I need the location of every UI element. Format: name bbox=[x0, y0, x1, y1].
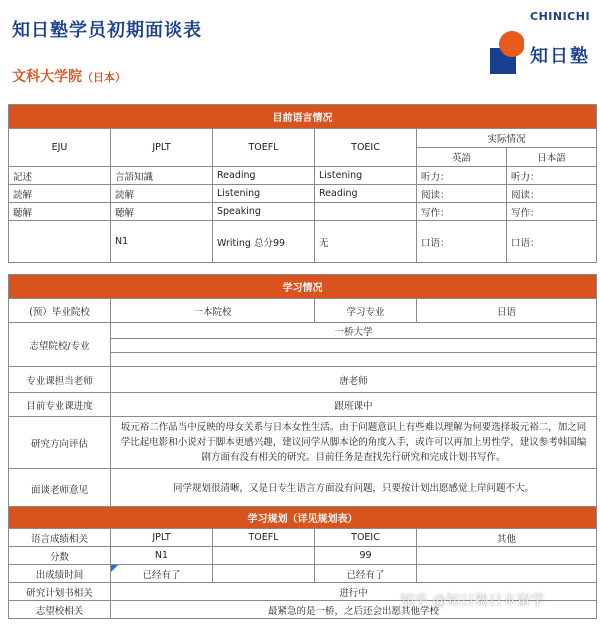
plan-header-toefl: TOEFL bbox=[213, 529, 315, 547]
school-type-label: 文科大学院 bbox=[12, 69, 82, 85]
language-row bbox=[9, 167, 597, 185]
zhihu-watermark: 知乎 @知日塾日本留学 bbox=[400, 593, 545, 609]
progress-value: 跟班课中 bbox=[111, 393, 597, 417]
major-value: 日语 bbox=[417, 299, 597, 323]
research-value: 坂元裕二作品当中反映的母女关系与日本女性生活。由于问题意识上有些难以理解为何要选择坂元裕二，加之同学比起电影和小说对于脚本更感兴趣，建议同学从脚本论的角度入手，或许可以再加上男性学，建议参考韩国编剧方面有没有相关的研究。目前任务是查找先行研究和完成计划书写作。 bbox=[111, 417, 597, 469]
graduation-row bbox=[9, 299, 597, 323]
page-title: 知日塾学员初期面谈表 bbox=[12, 20, 202, 41]
study-section-title: 学习情况 bbox=[9, 275, 597, 299]
table-cell: 口语： bbox=[417, 221, 507, 263]
table-cell: 言語知識 bbox=[111, 167, 213, 185]
opinion-value: 同学规划很清晰，又是日专生语言方面没有问题，只要按计划出愿感觉上岸问题不大。 bbox=[111, 469, 597, 509]
score-toefl bbox=[213, 547, 315, 565]
language-row bbox=[9, 185, 597, 203]
teacher-value: 唐老师 bbox=[111, 367, 597, 393]
teacher-label: 专业课担当老师 bbox=[9, 367, 111, 393]
header-jplt: JPLT bbox=[111, 129, 213, 167]
table-cell: Listening bbox=[315, 167, 417, 185]
graduation-label: (预）毕业院校 bbox=[9, 299, 111, 323]
score-row bbox=[9, 547, 597, 565]
table-cell bbox=[315, 203, 417, 221]
table-cell: 聴解 bbox=[9, 203, 111, 221]
plan-header-row bbox=[9, 529, 597, 547]
language-section-header bbox=[9, 105, 597, 129]
table-cell: 口语： bbox=[507, 221, 597, 263]
table-cell: Reading bbox=[315, 185, 417, 203]
table-cell: 听力： bbox=[507, 167, 597, 185]
result-time-label: 出成绩时间 bbox=[9, 565, 111, 583]
opinion-row bbox=[9, 469, 597, 509]
result-time-toefl bbox=[213, 565, 315, 583]
language-section-title: 目前语言情况 bbox=[9, 105, 597, 129]
logo-english-text: CHINICHI bbox=[530, 10, 591, 23]
target-plan-label: 志望校相关 bbox=[9, 601, 111, 619]
document-header bbox=[0, 0, 600, 100]
score-jplt: N1 bbox=[111, 547, 213, 565]
study-table bbox=[8, 274, 597, 509]
research-plan-value: 进行中 bbox=[111, 583, 597, 601]
chinichi-logo bbox=[490, 10, 590, 90]
score-other bbox=[417, 547, 597, 565]
table-cell bbox=[111, 353, 597, 367]
language-row bbox=[9, 203, 597, 221]
table-cell bbox=[9, 221, 111, 263]
major-label: 学习专业 bbox=[315, 299, 417, 323]
study-section-header bbox=[9, 275, 597, 299]
table-cell: 読解 bbox=[9, 185, 111, 203]
opinion-label: 面谈老师意见 bbox=[9, 469, 111, 509]
result-time-row bbox=[9, 565, 597, 583]
language-row bbox=[9, 221, 597, 263]
plan-section-header bbox=[9, 507, 597, 529]
language-table bbox=[8, 104, 597, 263]
school-type bbox=[12, 66, 126, 86]
score-label: 分数 bbox=[9, 547, 111, 565]
header-toeic: TOEIC bbox=[315, 129, 417, 167]
teacher-row bbox=[9, 367, 597, 393]
table-cell: Reading bbox=[213, 167, 315, 185]
result-time-other bbox=[417, 565, 597, 583]
table-cell: Writing 总分99 bbox=[213, 221, 315, 263]
table-cell: N1 bbox=[111, 221, 213, 263]
table-cell: 阅读： bbox=[507, 185, 597, 203]
table-cell: 聴解 bbox=[111, 203, 213, 221]
plan-header-toeic: TOEIC bbox=[315, 529, 417, 547]
progress-label: 目前专业课进度 bbox=[9, 393, 111, 417]
table-cell: Listening bbox=[213, 185, 315, 203]
logo-japanese-text: 知日塾 bbox=[530, 46, 590, 67]
plan-header-jplt: JPLT bbox=[111, 529, 213, 547]
target-plan-value: 最紧急的是一桥，之后还会出愿其他学校 bbox=[111, 601, 597, 619]
table-cell: 写作： bbox=[417, 203, 507, 221]
table-cell: Speaking bbox=[213, 203, 315, 221]
header-japanese: 日本語 bbox=[507, 148, 597, 167]
target-school-value: 一桥大学 bbox=[111, 323, 597, 339]
research-row bbox=[9, 417, 597, 469]
score-toeic: 99 bbox=[315, 547, 417, 565]
school-country-note: （日本） bbox=[82, 71, 126, 84]
header-actual: 实际情况 bbox=[417, 129, 597, 148]
result-time-jplt: 已经有了 bbox=[111, 565, 213, 583]
graduation-value: 一本院校 bbox=[111, 299, 315, 323]
table-cell bbox=[111, 339, 597, 353]
table-cell: 无 bbox=[315, 221, 417, 263]
table-cell: 听力： bbox=[417, 167, 507, 185]
plan-header-category: 语言成绩相关 bbox=[9, 529, 111, 547]
target-school-row bbox=[9, 323, 597, 339]
table-cell: 写作： bbox=[507, 203, 597, 221]
language-header-row bbox=[9, 129, 597, 148]
table-cell: 読解 bbox=[111, 185, 213, 203]
research-plan-label: 研究计划书相关 bbox=[9, 583, 111, 601]
header-toefl: TOEFL bbox=[213, 129, 315, 167]
table-cell: 阅读： bbox=[417, 185, 507, 203]
plan-header-other: 其他 bbox=[417, 529, 597, 547]
plan-section-title: 学习规划（详见规划表） bbox=[9, 507, 597, 529]
result-time-toeic: 已经有了 bbox=[315, 565, 417, 583]
research-label: 研究方向评估 bbox=[9, 417, 111, 469]
logo-mark-icon bbox=[490, 30, 524, 74]
header-eju: EJU bbox=[9, 129, 111, 167]
target-school-label: 志望院校/专业 bbox=[9, 323, 111, 367]
header-english: 英語 bbox=[417, 148, 507, 167]
table-cell: 記述 bbox=[9, 167, 111, 185]
progress-row bbox=[9, 393, 597, 417]
